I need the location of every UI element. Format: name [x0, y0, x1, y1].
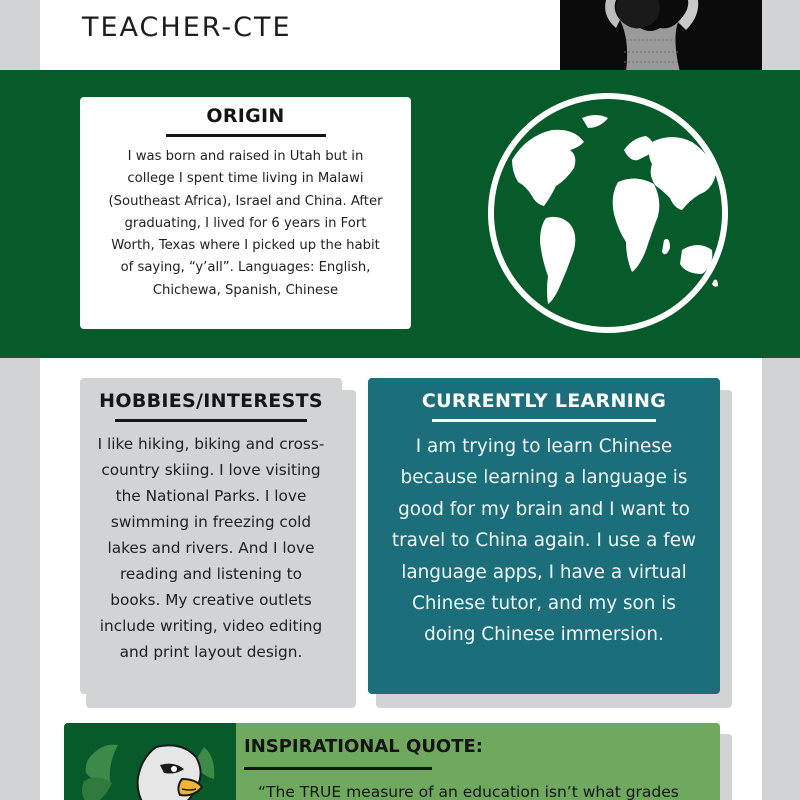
origin-line: (Southeast Africa), Israel and China. After: [108, 193, 383, 209]
globe-icon: [486, 90, 730, 336]
learning-line: good for my brain and I want to: [398, 498, 690, 520]
origin-card: [80, 97, 411, 329]
origin-line: graduating, I lived for 6 years in Fort: [124, 215, 367, 231]
hobbies-line: the National Parks. I love: [115, 487, 307, 505]
learning-line: Chinese tutor, and my son is: [411, 593, 676, 615]
hobbies-line: country skiing. I love visiting: [101, 461, 321, 479]
learning-line: because learning a language is: [400, 467, 688, 489]
learning-line: language apps, I have a virtual: [401, 561, 687, 583]
hobbies-line: and print layout design.: [119, 643, 303, 661]
learning-card: [368, 378, 720, 694]
origin-line: college I spent time living in Malawi: [127, 171, 364, 187]
origin-line: I was born and raised in Utah but in: [127, 149, 364, 164]
quote-divider: [244, 767, 432, 770]
page-title: TEACHER-CTE: [82, 12, 292, 43]
learning-line: doing Chinese immersion.: [424, 624, 664, 646]
learning-heading: CURRENTLY LEARNING: [421, 390, 667, 412]
origin-line: of saying, “y’all”. Languages: English,: [120, 260, 371, 276]
origin-divider: [166, 134, 326, 137]
hobbies-line: lakes and rivers. And I love: [107, 539, 315, 557]
hobbies-card: [80, 378, 342, 694]
mascot-panel: [64, 723, 236, 800]
profile-photo: [560, 0, 762, 72]
learning-divider: [432, 419, 656, 422]
origin-line: Worth, Texas where I picked up the habit: [111, 238, 380, 254]
hobbies-line: I like hiking, biking and cross-: [97, 435, 325, 453]
hobbies-heading: HOBBIES/INTERESTS: [99, 390, 323, 412]
origin-line: Chichewa, Spanish, Chinese: [152, 282, 339, 298]
eagle-mascot-logo: [64, 723, 236, 800]
hobbies-line: reading and listening to: [119, 565, 303, 583]
quote-body: [236, 723, 720, 800]
learning-text: [386, 431, 702, 651]
hobbies-divider: [115, 419, 307, 422]
origin-text: [98, 146, 393, 302]
hobbies-line: swimming in freezing cold: [110, 513, 312, 531]
learning-line: I am trying to learn Chinese: [415, 436, 673, 457]
quote-heading: INSPIRATIONAL QUOTE:: [244, 736, 484, 757]
hobbies-text: [90, 431, 332, 665]
origin-heading: ORIGIN: [206, 105, 285, 127]
hobbies-line: books. My creative outlets: [110, 591, 312, 609]
hobbies-line: include writing, video editing: [99, 617, 323, 635]
quote-text: “The TRUE measure of an education isn’t what grades: [258, 783, 679, 800]
learning-line: travel to China again. I use a few: [391, 530, 697, 552]
quote-card: [64, 723, 720, 800]
